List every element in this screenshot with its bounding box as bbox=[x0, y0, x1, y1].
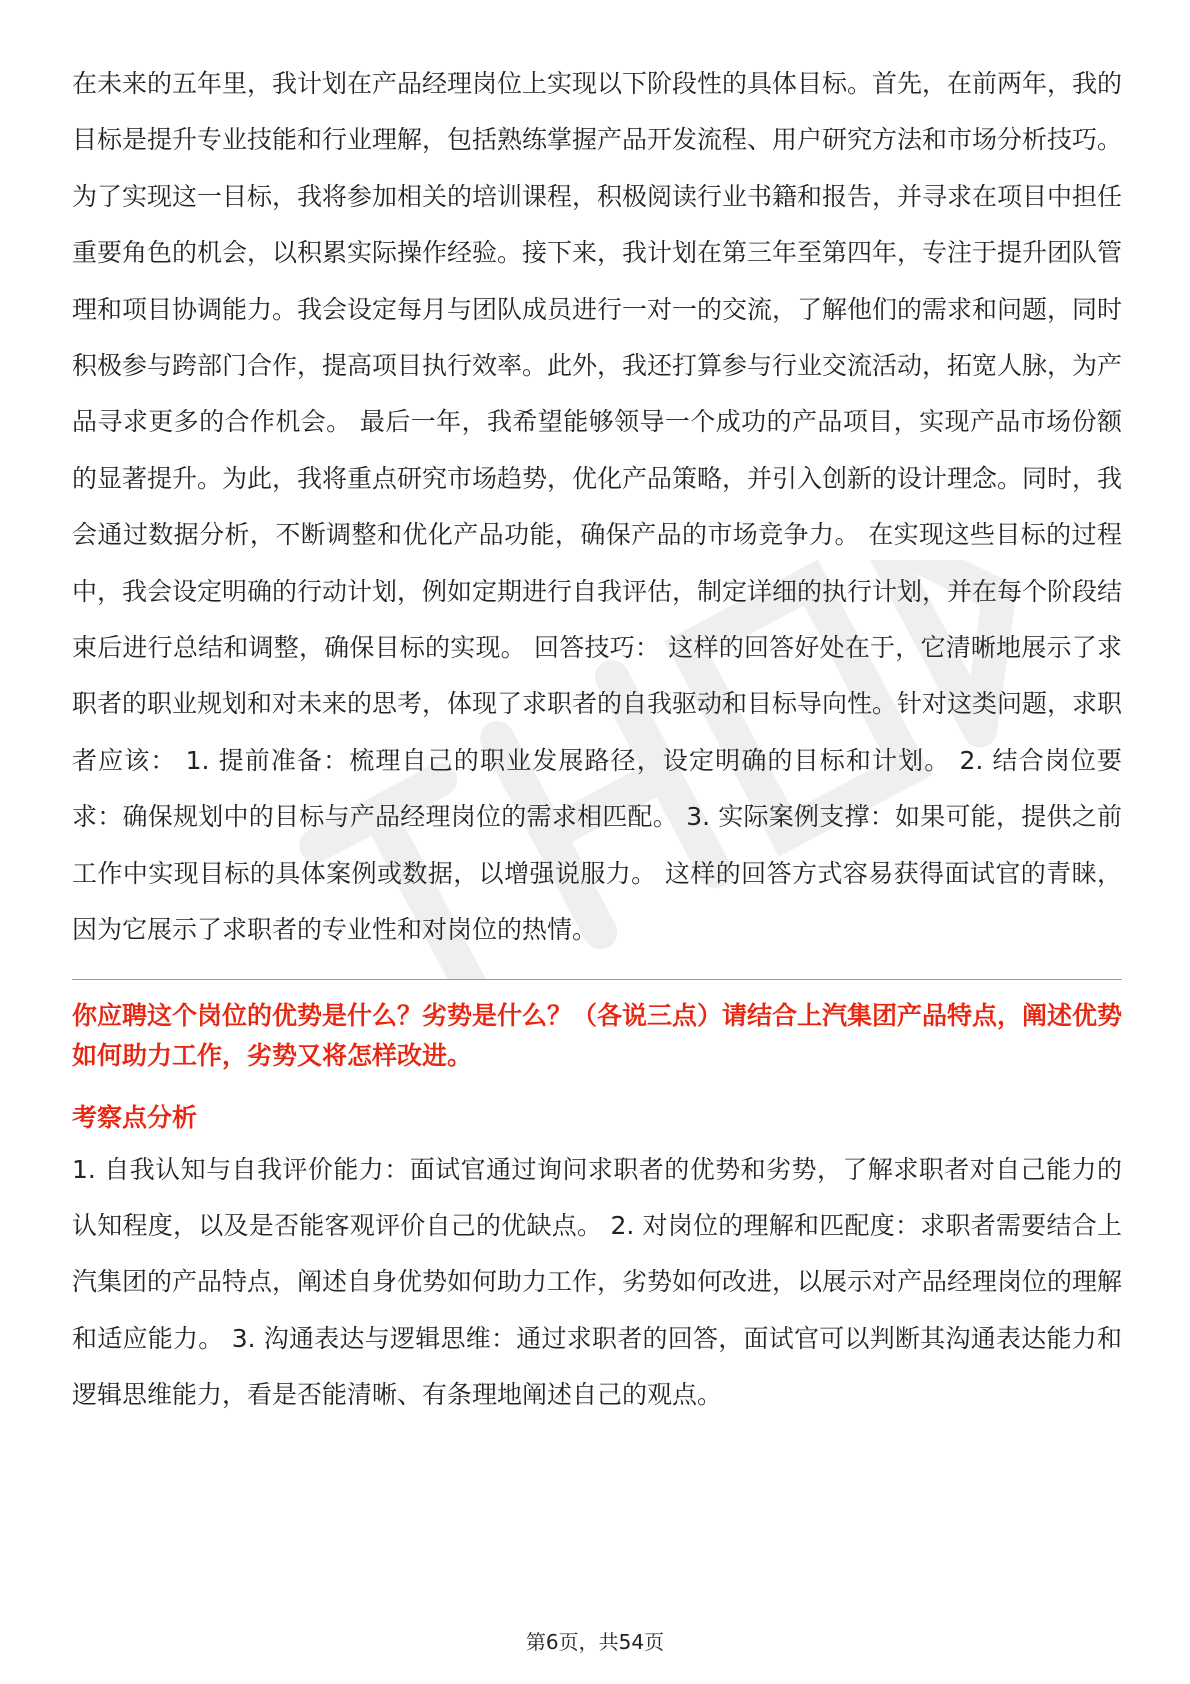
section-divider bbox=[72, 979, 1122, 980]
document-page bbox=[72, 56, 1122, 1424]
analysis-heading: 考察点分析 bbox=[72, 1102, 198, 1132]
interview-question: 你应聘这个岗位的优势是什么？劣势是什么？（各说三点）请结合上汽集团产品特点，阐述优势如何助力工作，劣势又将怎样改进。 bbox=[72, 1000, 1123, 1070]
body-paragraph: 在未来的五年里，我计划在产品经理岗位上实现以下阶段性的具体目标。首先，在前两年，我的目标是提升专业技能和行业理解，包括熟练掌握产品开发流程、用户研究方法和市场分析技巧。为了实现这一目标，我将参加相关的培训课程，积极阅读行业书籍和报告，并寻求在项目中担任重要角色的机会，以积累实际操作经验。接下来，我计划在第三年至第四年，专注于提升团队管理和项目协调能力。我会设定每月与团队成员进行一对一的交流，了解他们的需求和问题，同时积极参与跨部门合作，提高项目执行效率。此外，我还打算参与行业交流活动，拓宽人脉，为产品寻求更多的合作机会。 最后一年，我希望能够领导一个成功的产品项目，实现产品市场份额的显著提升。为此，我将重点研究市场趋势，优化产品策略，并引入创新的设计理念。同时，我会通过数据分析，不断调整和优化产品功能，确保产品的市场竞争力。 在实现这些目标的过程中，我会设定明确的行动计划，例如定期进行自我评估，制定详细的执行计划，并在每个阶段结束后进行总结和调整，确保目标的实现。 回答技巧： 这样的回答好处在于，它清晰地展示了求职者的职业规划和对未来的思考，体现了求职者的自我驱动和目标导向性。针对这类问题，求职者应该： 1. 提前准备：梳理自己的职业发展路径，设定明确的目标和计划。 2. 结合岗位要求：确保规划中的目标与产品经理岗位的需求相匹配。 3. 实际案例支撑：如果可能，提供之前工作中实现目标的具体案例或数据，以增强说服力。 这样的回答方式容易获得面试官的青睐，因为它展示了求职者的专业性和对岗位的热情。 bbox=[72, 69, 1123, 945]
analysis-paragraph: 1. 自我认知与自我评价能力：面试官通过询问求职者的优势和劣势，了解求职者对自己能力的认知程度，以及是否能客观评价自己的优缺点。 2. 对岗位的理解和匹配度：求职者需要结合上汽集团的产品特点，阐述自身优势如何助力工作，劣势如何改进，以展示对产品经理岗位的理解和适应能力。 3. 沟通表达与逻辑思维：通过求职者的回答，面试官可以判断其沟通表达能力和逻辑思维能力，看是否能清晰、有条理地阐述自己的观点。 bbox=[72, 1154, 1123, 1410]
page-footer: 第6页，共54页 bbox=[525, 1630, 665, 1654]
